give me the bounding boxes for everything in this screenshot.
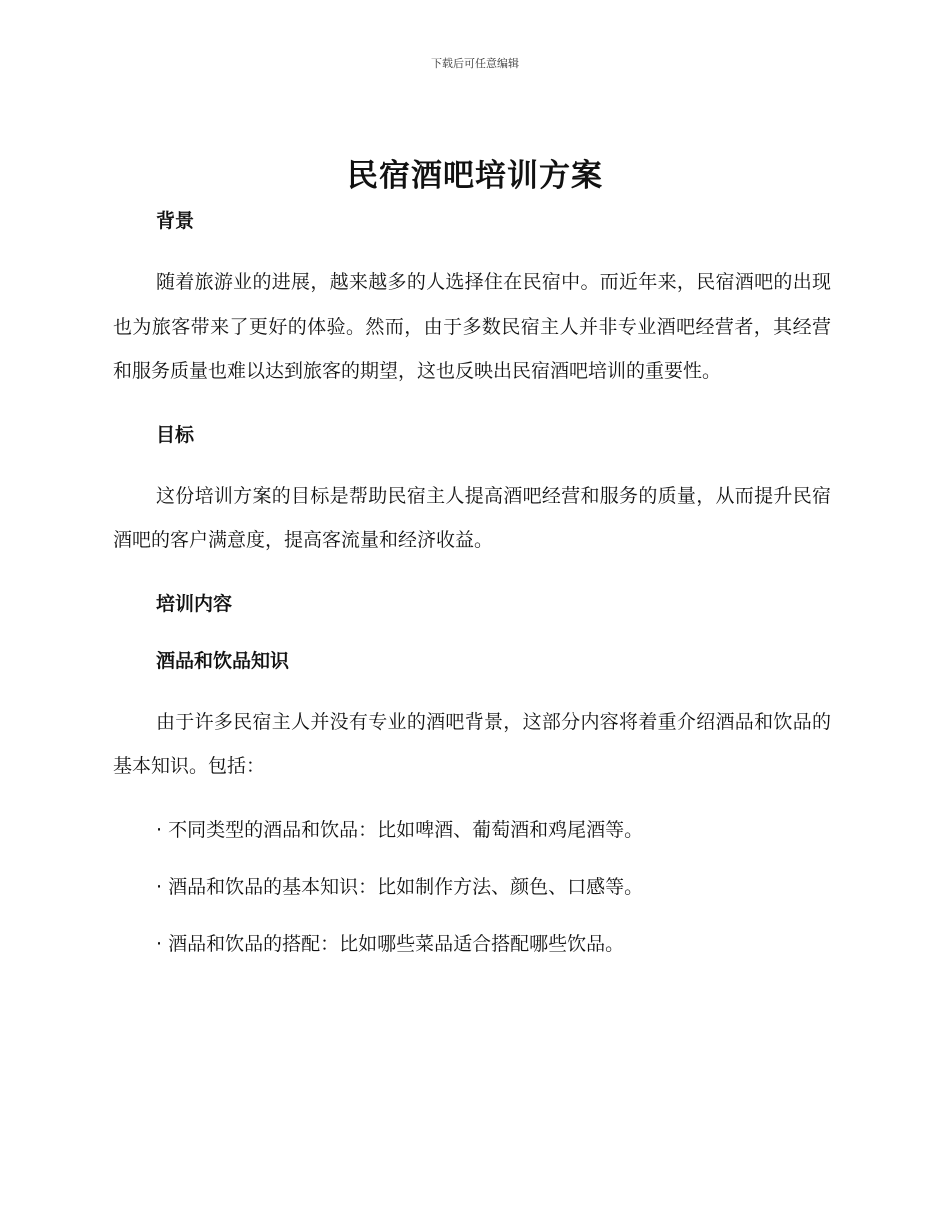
section-heading-goal: 目标 (156, 423, 195, 446)
paragraph-background: 随着旅游业的进展，越来越多的人选择住在民宿中。而近年来，民宿酒吧的出现也为旅客带来了更好的体验。然而，由于多数民宿主人并非专业酒吧经营者，其经营和服务质量也难以达到旅客的期望，这也反映出民宿酒吧培训的重要性。 (113, 271, 831, 382)
document-title: 民宿酒吧培训方案 (347, 158, 603, 194)
bullet-item: · 酒品和饮品的基本知识：比如制作方法、颜色、口感等。 (156, 875, 644, 898)
section-heading-training-content: 培训内容 (156, 592, 233, 615)
document-body (113, 205, 831, 960)
bullet-item: · 酒品和饮品的搭配：比如哪些菜品适合搭配哪些饮品。 (156, 932, 625, 955)
section-heading-drinks-knowledge: 酒品和饮品知识 (156, 649, 290, 672)
bullet-item: · 不同类型的酒品和饮品：比如啤酒、葡萄酒和鸡尾酒等。 (156, 818, 644, 841)
section-heading-background: 背景 (156, 210, 195, 232)
page-header: 下载后可任意编辑 (431, 57, 519, 70)
paragraph-goal: 这份培训方案的目标是帮助民宿主人提高酒吧经营和服务的质量，从而提升民宿酒吧的客户满意度，提高客流量和经济收益。 (113, 484, 831, 551)
paragraph-drinks-knowledge: 由于许多民宿主人并没有专业的酒吧背景，这部分内容将着重介绍酒品和饮品的基本知识。包括： (113, 710, 831, 777)
